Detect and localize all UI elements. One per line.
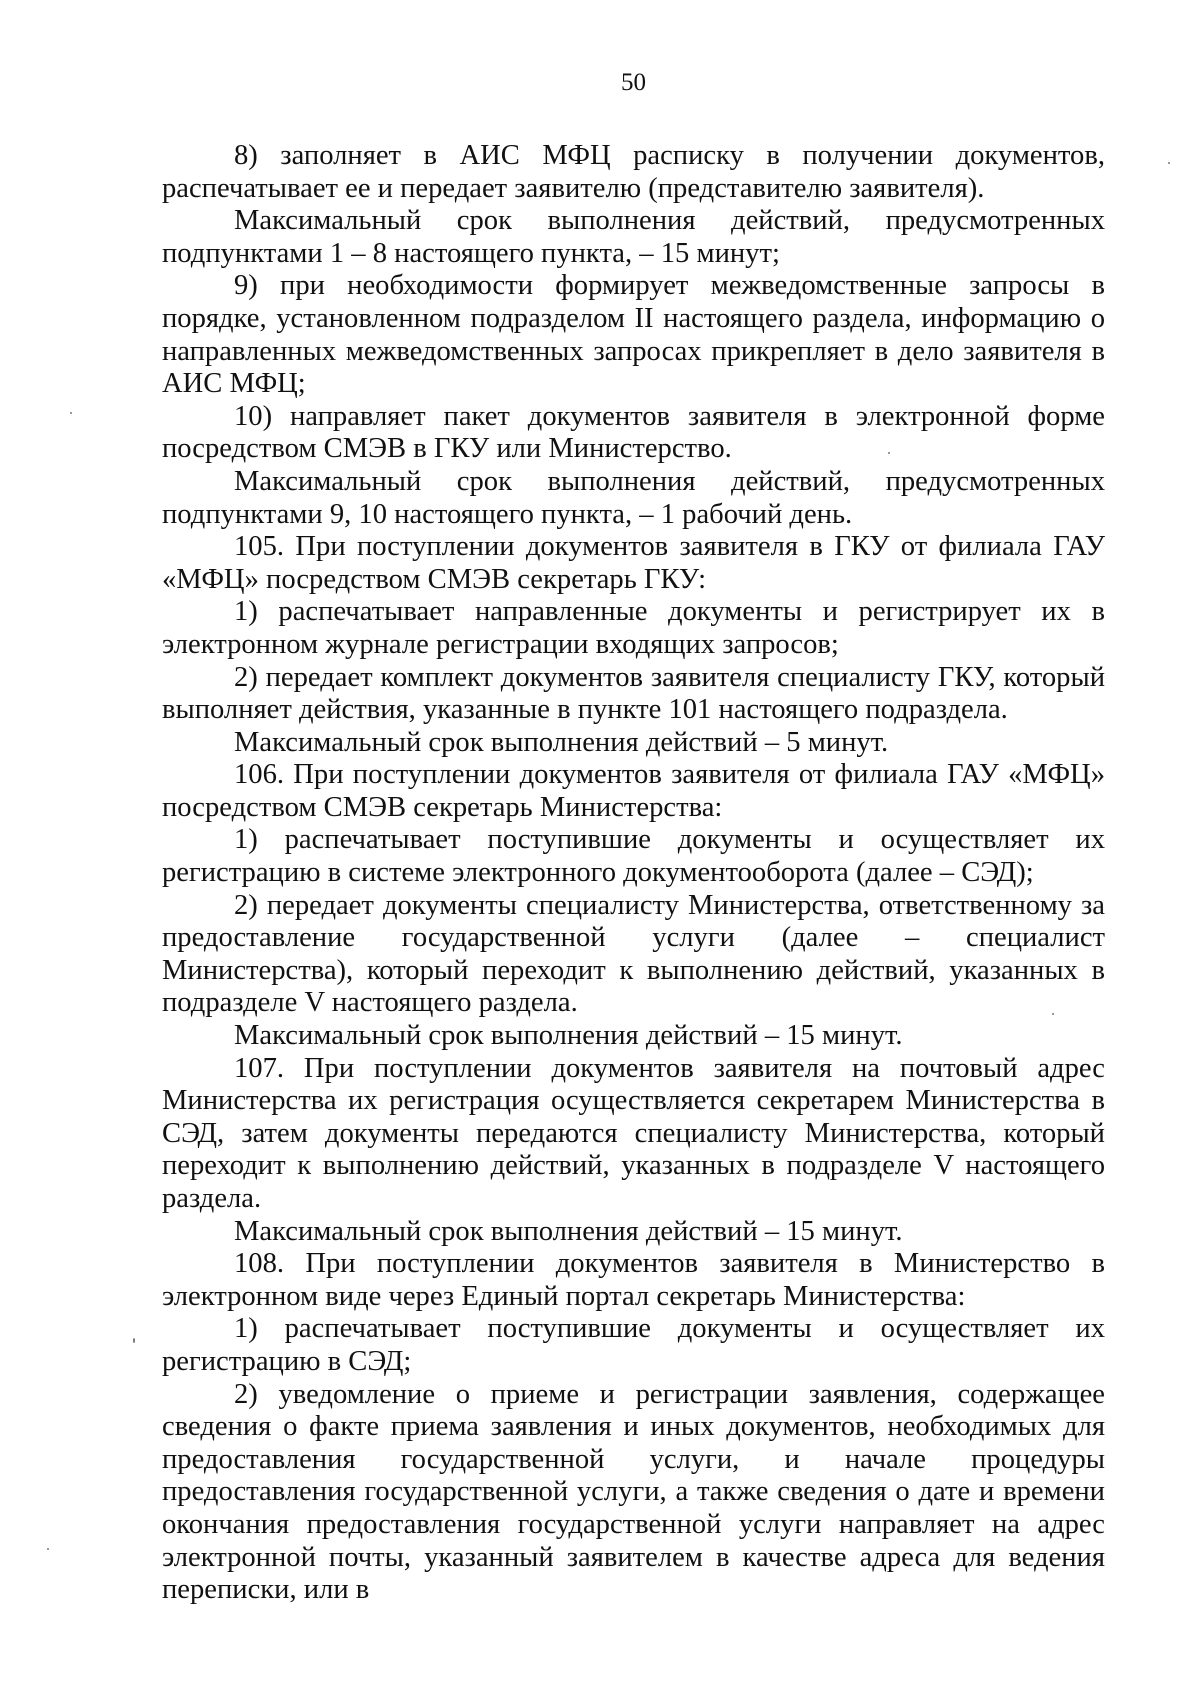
paragraph: 107. При поступлении документов заявителя на почтовый адрес Министерства их регистрация осуществляется секретарем Министерства в СЭД, затем документы передаются специалисту Министерства, который переходит к выполнению действий, указанных в подразделе V настоящего раздела. xyxy=(162,1052,1105,1214)
paragraph: 9) при необходимости формирует межведомственные запросы в порядке, установленном подразделом II настоящего раздела, информацию о направленных межведомственных запросах прикрепляет в дело заявителя в АИС МФЦ; xyxy=(162,270,1105,400)
paragraph: Максимальный срок выполнения действий – 5 минут. xyxy=(234,726,889,758)
paragraph: 1) распечатывает поступившие документы и осуществляет их регистрацию в СЭД; xyxy=(162,1313,1105,1377)
paragraph: 105. При поступлении документов заявителя в ГКУ от филиала ГАУ «МФЦ» посредством СМЭВ секретарь ГКУ: xyxy=(162,531,1105,595)
document-body xyxy=(162,140,1105,1607)
scan-speck xyxy=(133,1338,135,1343)
scan-speck xyxy=(1052,1013,1054,1015)
paragraph: Максимальный срок выполнения действий, предусмотренных подпунктами 9, 10 настоящего пункта, – 1 рабочий день. xyxy=(162,465,1105,530)
paragraph: 106. При поступлении документов заявителя от филиала ГАУ «МФЦ» посредством СМЭВ секретарь Министерства: xyxy=(162,759,1105,823)
paragraph: 2) передает документы специалисту Министерства, ответственному за предоставление государственной услуги (далее – специалист Министерства), который переходит к выполнению действий, указанных в подразделе V настоящего раздела. xyxy=(162,889,1105,1019)
scan-speck xyxy=(1168,162,1170,164)
paragraph: 10) направляет пакет документов заявителя в электронной форме посредством СМЭВ в ГКУ или Министерство. xyxy=(162,400,1105,465)
paragraph: Максимальный срок выполнения действий, предусмотренных подпунктами 1 – 8 настоящего пункта, – 15 минут; xyxy=(162,205,1105,269)
scan-speck xyxy=(47,1548,49,1550)
paragraph: 8) заполняет в АИС МФЦ расписку в получении документов, распечатывает ее и передает заявителю (представителю заявителя). xyxy=(162,140,1105,204)
paragraph: 1) распечатывает поступившие документы и осуществляет их регистрацию в системе электронного документооборота (далее – СЭД); xyxy=(162,824,1105,889)
paragraph: 2) передает комплект документов заявителя специалисту ГКУ, который выполняет действия, указанные в пункте 101 настоящего подраздела. xyxy=(162,661,1105,726)
paragraph: Максимальный срок выполнения действий – 15 минут. xyxy=(234,1020,903,1052)
paragraph: 108. При поступлении документов заявителя в Министерство в электронном виде через Единый портал секретарь Министерства: xyxy=(162,1248,1105,1312)
page-number: 50 xyxy=(621,69,646,96)
paragraph: Максимальный срок выполнения действий – 15 минут. xyxy=(234,1215,903,1247)
paragraph: 2) уведомление о приеме и регистрации заявления, содержащее сведения о факте приема заявления и иных документов, необходимых для предоставления государственной услуги, и начале процедуры предоставления государственной услуги, а также сведения о дате и времени окончания предоставления государственной услуги направляет на адрес электронной почты, указанный заявителем в качестве адреса для ведения переписки, или в xyxy=(162,1378,1105,1606)
paragraph: 1) распечатывает направленные документы и регистрирует их в электронном журнале регистрации входящих запросов; xyxy=(162,596,1105,660)
scan-speck xyxy=(70,412,72,414)
scan-speck xyxy=(888,452,890,454)
